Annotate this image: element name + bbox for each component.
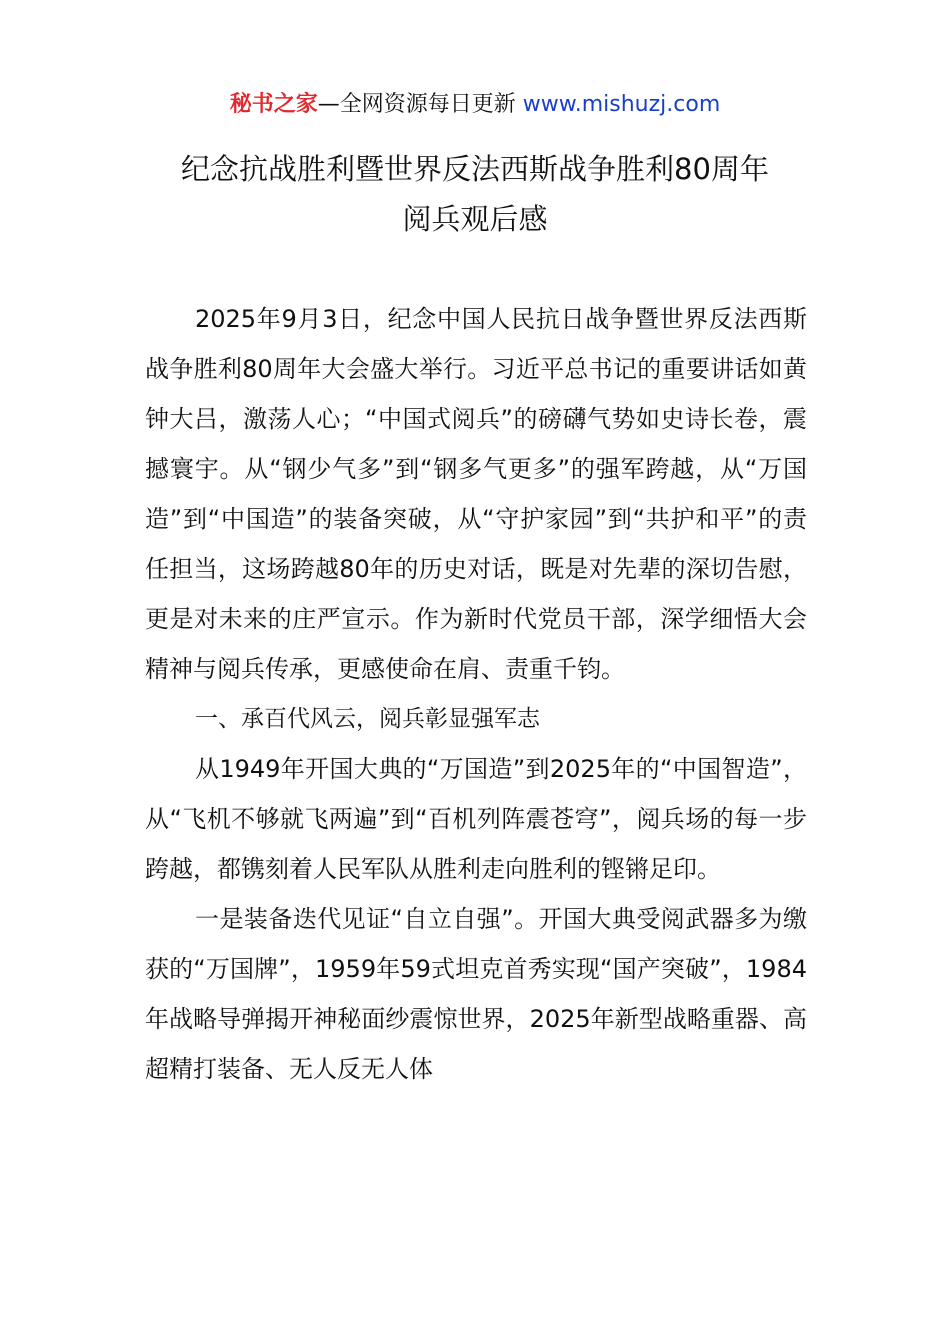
section-heading: 一、承百代风云，阅兵彰显强军志 — [195, 706, 540, 732]
brand-name: 秘书之家 — [229, 92, 318, 117]
paragraph-history: 从1949年开国大典的“万国造”到2025年的“中国智造”，从“飞机不够就飞两遍”到“百机列阵震苍穹”，阅兵场的每一步跨越，都镌刻着人民军队从胜利走向胜利的铿锵足印。 — [145, 755, 807, 883]
title-line-2: 阅兵观后感 — [402, 202, 548, 236]
paragraph-equipment: 一是装备迭代见证“自立自强”。开国大典受阅武器多为缴获的“万国牌”，1959年59式坦克首秀实现“国产突破”，1984年战略导弹揭开神秘面纱震惊世界，2025年新型战略重器、高超精打装备、无人反无人体 — [145, 905, 807, 1083]
paragraph-intro: 2025年9月3日，纪念中国人民抗日战争暨世界反法西斯战争胜利80周年大会盛大举行。习近平总书记的重要讲话如黄钟大吕，激荡人心；“中国式阅兵”的磅礴气势如史诗长卷，震撼寰宇。从“钢少气多”到“钢多气更多”的强军跨越，从“万国造”到“中国造”的装备突破，从“守护家园”到“共护和平”的责任担当，这场跨越80年的历史对话，既是对先辈的深切告慰，更是对未来的庄严宣示。作为新时代党员干部，深学细悟大会精神与阅兵传承，更感使命在肩、责重千钧。 — [145, 305, 807, 683]
document-title — [0, 144, 950, 244]
site-header — [0, 88, 950, 122]
site-url-link[interactable]: www.mishuzj.com — [522, 92, 721, 117]
header-tagline: —全网资源每日更新 — [317, 92, 523, 117]
document-body — [145, 294, 807, 1094]
title-line-1: 纪念抗战胜利暨世界反法西斯战争胜利80周年 — [181, 152, 769, 186]
